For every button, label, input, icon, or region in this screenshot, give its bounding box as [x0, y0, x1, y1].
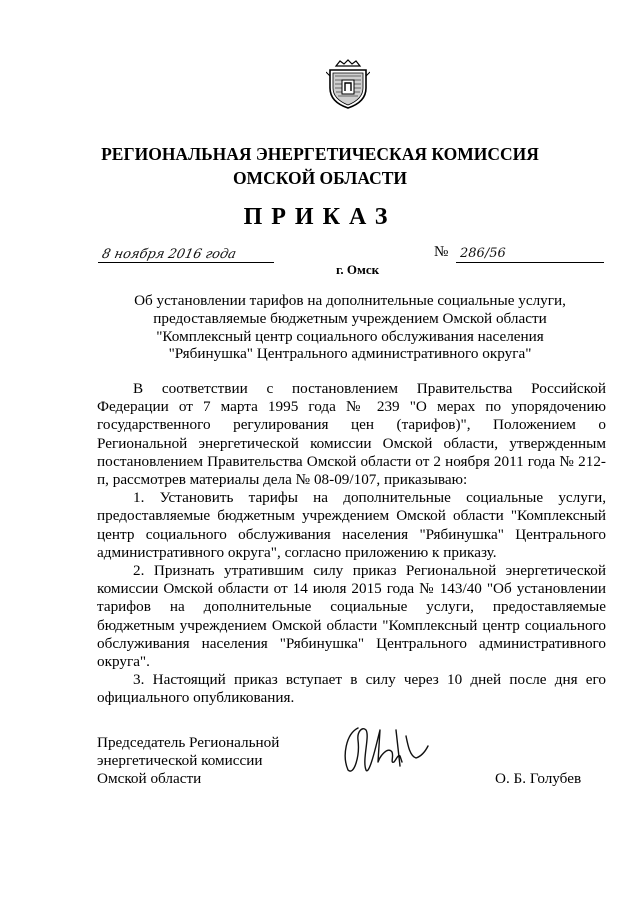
order-item-3: 3. Настоящий приказ вступает в силу через 10 дней после дня его официального опубликования.	[97, 671, 606, 707]
order-item-1: 1. Установить тарифы на дополнительные социальные услуги, предоставляемые бюджетным учреждением Омской области "Комплексный центр социального обслуживания населения "Рябинушка" Центрального административного округа", согласно приложению к приказу.	[97, 489, 606, 561]
subject-line: "Комплексный центр социального обслуживания населения	[156, 327, 544, 345]
preamble-paragraph: В соответствии с постановлением Правительства Российской Федерации от 7 марта 1995 года № 239 "О мерах по упорядочению государственного регулирования цен (тарифов)", Положением о Региональной энергетической комиссии Омской области, утвержденным постановлением Правительства Омской области от 2 ноября 2011 года № 212-п, рассмотрев материалы дела № 08-09/107, приказываю:	[97, 380, 606, 489]
order-number-label: №	[434, 244, 449, 260]
document-body	[97, 380, 606, 708]
subject-line: Об установлении тарифов на дополнительные социальные услуги,	[134, 292, 566, 309]
signatory-title-line: Председатель Региональной	[97, 734, 280, 751]
subject-line: предоставляемые бюджетным учреждением Омской области	[153, 309, 547, 327]
subject-line: "Рябинушка" Центрального административного округа"	[168, 345, 532, 363]
handwritten-order-number	[458, 240, 538, 262]
signatory-title-line: энергетической комиссии	[97, 752, 263, 770]
date-underline	[98, 262, 274, 263]
organization-name-line1: РЕГИОНАЛЬНАЯ ЭНЕРГЕТИЧЕСКАЯ КОМИССИЯ	[101, 144, 539, 164]
organization-name-line2: ОМСКОЙ ОБЛАСТИ	[232, 168, 408, 188]
document-subject	[100, 292, 600, 363]
number-underline	[456, 262, 604, 263]
handwritten-signature	[336, 716, 432, 778]
omsk-coat-of-arms-icon	[326, 58, 370, 110]
order-item-2: 2. Признать утратившим силу приказ Региональной энергетической комиссии Омской области от 14 июля 2015 года № 143/40 "Об установлении тарифов на дополнительные социальные услуги, предоставляемые бюджетным учреждением Омской области "Комплексный центр социального обслуживания населения "Рябинушка" Центрального административного округа".	[97, 562, 606, 671]
city-label: г. Омск	[336, 262, 380, 277]
signer-name: О. Б. Голубев	[495, 770, 582, 787]
document-type-title: ПРИКАЗ	[243, 204, 397, 230]
signatory-title-line: Омской области	[97, 770, 202, 788]
handwritten-date	[100, 241, 272, 263]
svg-text:8 ноября 2016 года: 8 ноября 2016 года	[100, 247, 238, 262]
signatory-title	[97, 734, 279, 789]
svg-text:286/56: 286/56	[460, 246, 506, 261]
